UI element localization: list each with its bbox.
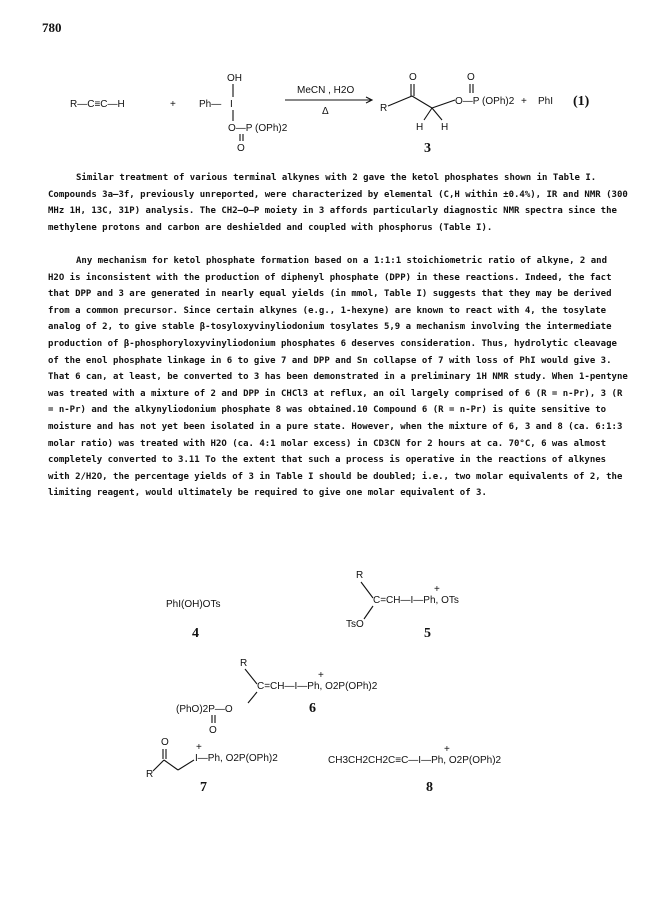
structure-7-label: 7 [200,780,207,795]
structure-6-r-group: R [240,658,248,669]
alkyne-reagent: R—C≡C—H [70,99,125,110]
reaction-conditions: MeCN , H2O [297,85,355,96]
structure-5-r-group: R [356,570,364,581]
structure-8-label: 8 [426,780,433,795]
structure-7-oxygen: O [161,737,169,748]
product-label: 3 [424,141,431,156]
structure-8-charge: + [444,744,450,755]
heat-symbol: Δ [322,106,329,117]
structure-4-label: 4 [192,626,199,641]
structure-6 [176,658,378,736]
reaction-scheme-1 [70,72,590,156]
plus-sign-2: + [521,96,527,107]
structure-8 [328,744,502,795]
structure-6-chain: C=CH—I—Ph, O2P(OPh)2 [257,681,378,692]
phosphoryl-oxygen: O [467,72,475,83]
structure-6-phosphate: (PhO)2P—O [176,704,233,715]
structure-7-charge: + [196,742,202,753]
product-phosphate: O—P (OPh)2 [455,96,515,107]
body-paragraph-2 [48,253,628,502]
iodine-atom: I [230,99,233,110]
body-paragraph-1 [48,170,628,236]
structure-8-formula: CH3CH2CH2C≡C—I—Ph, O2P(OPh)2 [328,755,502,766]
phenyl-group: Ph— [199,99,222,110]
structure-4 [166,599,220,641]
phosphate-oxygen: O [237,143,245,154]
structure-6-label: 6 [309,701,316,716]
plus-sign: + [170,99,176,110]
structure-6-charge: + [318,670,324,681]
iodobenzene: PhI [538,96,554,107]
structure-4-formula: PhI(OH)OTs [166,599,221,610]
structure-5-tosyloxy: TsO [346,619,364,630]
structure-5-charge: + [434,584,440,595]
structure-5 [346,570,459,641]
structure-7-chain: I—Ph, O2P(OPh)2 [195,753,278,764]
product-hydrogen-1: H [416,122,424,133]
structure-7 [146,737,278,795]
equation-number: (1) [573,94,590,109]
product-hydrogen-2: H [441,122,449,133]
structure-7-r-group: R [146,769,154,780]
hydroxy-group: OH [227,73,242,84]
product-r-group: R [380,103,388,114]
structure-5-label: 5 [424,626,431,641]
paragraph-1-text: Similar treatment of various terminal alkynes with 2 gave the ketol phosphates shown in Table I. Compounds 3a–3f, previously unreported, were characterized by elemental (C,H within ±0.4%), IR and NMR (300 MHz 1H, 13C, 31P) analysis. The CH2–O–P moiety in 3 affords particularly diagnostic NMR spectra since the methylene protons and carbon are deshielded and coupled with phosphorus (Table I). [48,173,628,233]
structure-5-chain: C=CH—I—Ph, OTs [373,595,459,606]
structure-6-oxygen: O [209,725,217,736]
phosphate-group: O—P (OPh)2 [228,123,288,134]
ketone-oxygen: O [409,72,417,83]
page-number: 780 [42,20,62,35]
paragraph-2-text: Any mechanism for ketol phosphate formation based on a 1:1:1 stoichiometric ratio of alkyne, 2 and H2O is inconsistent with the production of diphenyl phosphate (DPP) in these reactions. Indeed, the fact that DPP and 3 are generated in nearly equal yields (in mmol, Table I) suggests that they may be derived from a common precursor. Since certain alkynes (e.g., 1-hexyne) are known to react with 4, the tosylate analog of 2, to give stable β-tosyloxyvinyliodonium tosylates 5,9 a mechanism involving the intermediate production of β-phosphoryloxyvinyliodonium phosphates 6 deserves consideration. Thus, hydrolytic cleavage of the enol phosphate linkage in 6 to give 7 and DPP and Sn collapse of 7 with loss of PhI would give 3. That 6 can, at least, be converted to 3 has been demonstrated in a preliminary 1H NMR study. When 1-pentyne was treated with a mixture of 2 and DPP in CHCl3 at reflux, an oil largely comprised of 6 (R = n-Pr), 3 (R = n-Pr) and the alkynyliodonium phosphate 8 was obtained.10 Compound 6 (R = n-Pr) is quite sensitive to moisture and has not yet been isolated in a pure state. However, when the mixture of 6, 3 and 8 (ca. 6:1:3 molar ratio) was treated with H2O (ca. 4:1 molar excess) in CD3CN for 2 hours at ca. 70°C, 6 was almost completely converted to 3.11 To the extent that such a process is operative in the reactions of alkynes with 2/H2O, the percentage yields of 3 in Table I should be doubled; i.e., two molar equivalents of 2, the limiting reagent, would ultimately be required to give one molar equivalent of 3. [48,256,628,499]
